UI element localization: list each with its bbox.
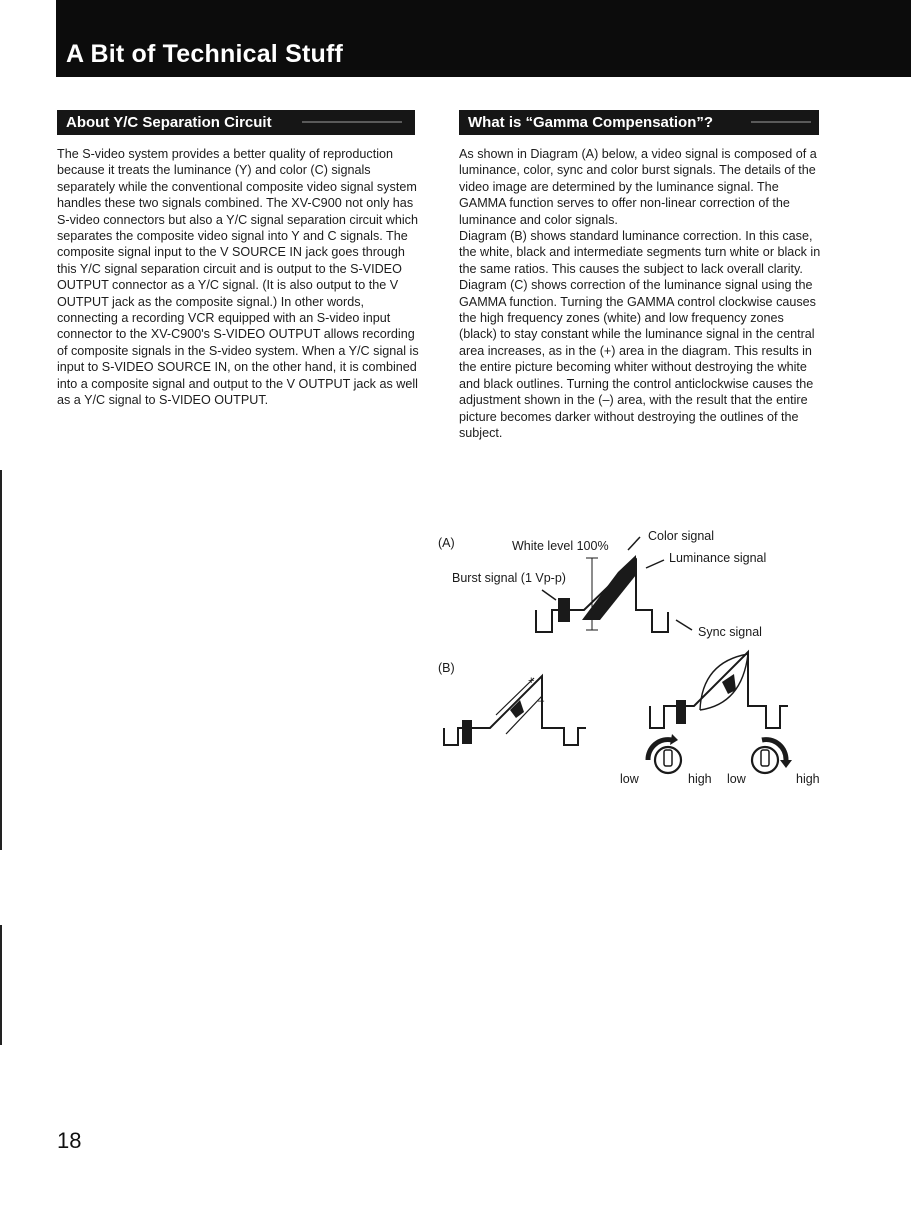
- white-level-label: White level 100%: [512, 539, 609, 553]
- plus-sign: +: [528, 675, 535, 687]
- left-section-heading-text: About Y/C Separation Circuit: [66, 114, 272, 131]
- page-title: A Bit of Technical Stuff: [66, 40, 344, 68]
- gamma-knob-1: [655, 747, 681, 773]
- gamma-knob-2: [752, 747, 778, 773]
- diagram-b-label: (B): [438, 661, 455, 675]
- minus-sign: –: [538, 695, 545, 707]
- diagram-c-waveform: [650, 652, 788, 728]
- diagram-c: [620, 652, 820, 786]
- knob1-low-label: low: [620, 772, 639, 786]
- right-section-paragraph-3: Diagram (C) shows correction of the luminance signal using the GAMMA function. Turning the GAMMA control clockwise causes the high frequency zones (white) and low frequency zones (black) to stay constant while the luminance signal in the central area increases, as in the (+) area in the diagram. This results in the entire picture becoming whiter without destroying the white and black outlines. Turning the control anticlockwise causes the adjustment shown in the (–) area, with the result that the entire picture becomes darker without destroying the outlines of the subject.: [459, 278, 816, 440]
- knob2-high-label: high: [796, 772, 820, 786]
- color-arrow: [628, 537, 640, 550]
- diagram-a: [438, 529, 766, 639]
- luminance-ramp: [582, 555, 636, 620]
- right-section-paragraph-2: Diagram (B) shows standard luminance correction. In this case, the white, black and intermediate segments turn white or black in the same ratios. This causes the subject to lack overall clarity.: [459, 229, 821, 276]
- page-number: 18: [57, 1128, 82, 1153]
- right-section-heading-text: What is “Gamma Compensation”?: [468, 114, 714, 131]
- sync-signal-label: Sync signal: [698, 625, 762, 639]
- margin-rule: [0, 470, 2, 850]
- knob2-low-label: low: [727, 772, 746, 786]
- luminance-signal-label: Luminance signal: [669, 551, 767, 565]
- burst-signal-label: Burst signal (1 Vp-p): [452, 571, 566, 585]
- sync-arrow: [676, 620, 692, 630]
- burst-block: [558, 598, 570, 622]
- margin-rule: [0, 925, 2, 1045]
- diagram-b: [438, 661, 586, 745]
- right-section-paragraph-1: As shown in Diagram (A) below, a video signal is composed of a luminance, color, sync and color burst signals. The details of the video image are determined by the luminance signal. The GAMMA function serves to offer non-linear correction of the luminance and color signals.: [459, 147, 817, 227]
- luminance-arrow: [646, 560, 664, 568]
- color-signal-label: Color signal: [648, 529, 715, 543]
- burst-arrow: [542, 590, 556, 600]
- diagram-a-label: (A): [438, 536, 455, 550]
- left-section-paragraph: The S-video system provides a better quality of reproduction because it treats the luminance (Y) and color (C) signals separately while the conventional composite video signal system handles these two signals combined. The XV-C900 not only has S-video connectors but also a Y/C signal separation circuit which separates the composite video signal into Y and C signals. The composite signal input to the V SOURCE IN jack goes through this Y/C signal separation circuit and is output to the S-VIDEO OUTPUT connector as a Y/C signal. (It is also output to the V OUTPUT jack as the composite signal.) In other words, connecting a recording VCR equipped with an S-video input connector to the XV-C900's S-VIDEO OUTPUT allows recording of composite signals in the S-video system. When a Y/C signal is input to S-VIDEO SOURCE IN, on the other hand, it is combined into a composite signal and output to the V OUTPUT jack as well as a Y/C signal to S-VIDEO OUTPUT.: [57, 147, 419, 408]
- knob1-high-label: high: [688, 772, 712, 786]
